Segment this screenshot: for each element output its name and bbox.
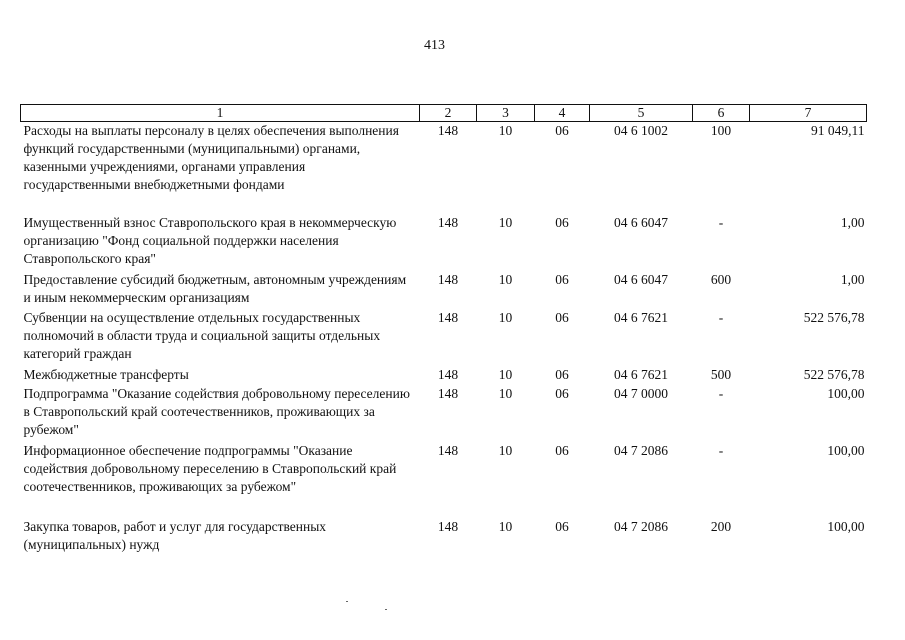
row-col-2: 148	[437, 386, 459, 401]
table-row	[21, 442, 867, 518]
row-col-4: 06	[555, 443, 569, 458]
row-col-4: 06	[555, 272, 569, 287]
table-body	[21, 122, 867, 557]
row-col-2: 148	[437, 123, 459, 138]
row-col-6: -	[718, 215, 724, 230]
row-col-4: 06	[555, 386, 569, 401]
row-name: Предоставление субсидий бюджетным, автономным учреждениям и иным некоммерческим организациям	[23, 272, 407, 305]
row-name: Информационное обеспечение подпрограммы "Оказание содействия добровольному переселению в Ставропольский край соотечественников, проживающих за рубежом"	[23, 443, 397, 494]
row-amount: 100,00	[827, 386, 865, 401]
row-col-3: 10	[498, 367, 513, 382]
row-col-2: 148	[437, 367, 459, 382]
table-row	[21, 518, 867, 556]
row-col-6: 600	[710, 272, 732, 287]
header-col-5: 5	[590, 105, 693, 122]
row-col-4: 06	[555, 215, 569, 230]
row-col-2: 148	[437, 215, 459, 230]
table-row	[21, 214, 867, 271]
scan-speck	[346, 601, 348, 602]
row-name: Имущественный взнос Ставропольского края в некоммерческую организацию "Фонд социальной поддержки населения Ставропольского края"	[23, 215, 397, 266]
row-col-2: 148	[437, 272, 459, 287]
row-col-3: 10	[498, 519, 513, 534]
row-col-6: 100	[710, 123, 732, 138]
row-col-4: 06	[555, 123, 569, 138]
row-col-3: 10	[498, 272, 513, 287]
page-number: 413	[424, 38, 445, 53]
row-amount: 522 576,78	[803, 367, 865, 382]
table-row	[21, 309, 867, 366]
header-row	[21, 105, 867, 122]
table-row	[21, 385, 867, 442]
row-col-3: 10	[498, 215, 513, 230]
row-col-5: 04 6 1002	[614, 123, 668, 138]
header-col-7: 7	[750, 105, 867, 122]
row-col-3: 10	[498, 443, 513, 458]
row-col-6: -	[718, 310, 724, 325]
row-col-6: 200	[710, 519, 732, 534]
row-amount: 100,00	[827, 519, 865, 534]
header-col-1: 1	[21, 105, 420, 122]
table-row	[21, 271, 867, 309]
row-col-3: 10	[498, 123, 513, 138]
row-amount: 1,00	[840, 272, 865, 287]
row-col-4: 06	[555, 367, 569, 382]
row-name: Субвенции на осуществление отдельных государственных полномочий в области труда и социальной защиты отдельных категорий граждан	[23, 310, 381, 361]
row-col-5: 04 7 0000	[614, 386, 668, 401]
header-col-3: 3	[477, 105, 535, 122]
row-amount: 91 049,11	[811, 123, 865, 138]
row-col-3: 10	[498, 386, 513, 401]
row-col-5: 04 7 2086	[614, 519, 668, 534]
row-col-5: 04 7 2086	[614, 443, 668, 458]
row-col-5: 04 6 7621	[614, 310, 668, 325]
row-col-2: 148	[437, 443, 459, 458]
row-col-6: -	[718, 443, 724, 458]
row-col-6: 500	[710, 367, 732, 382]
row-amount: 522 576,78	[803, 310, 865, 325]
budget-table	[20, 104, 867, 556]
row-amount: 100,00	[827, 443, 865, 458]
row-col-5: 04 6 6047	[614, 272, 668, 287]
row-col-4: 06	[555, 310, 569, 325]
header-col-4: 4	[535, 105, 590, 122]
table-row	[21, 366, 867, 385]
row-col-6: -	[718, 386, 724, 401]
header-col-2: 2	[420, 105, 477, 122]
table-row	[21, 122, 867, 215]
row-name: Расходы на выплаты персоналу в целях обеспечения выполнения функций государственными (муниципальными) органами, казенными учреждениями, органами управления государственными внебюджетными фондами	[23, 123, 399, 192]
row-name: Подпрограмма "Оказание содействия добровольному переселению в Ставропольский край соотечественников, проживающих за рубежом"	[23, 386, 410, 437]
row-name: Закупка товаров, работ и услуг для государственных (муниципальных) нужд	[23, 519, 327, 552]
row-col-5: 04 6 7621	[614, 367, 668, 382]
scan-speck	[385, 609, 387, 610]
row-col-2: 148	[437, 310, 459, 325]
header-col-6: 6	[693, 105, 750, 122]
row-amount: 1,00	[840, 215, 865, 230]
row-name: Межбюджетные трансферты	[23, 367, 189, 382]
row-col-2: 148	[437, 519, 459, 534]
row-col-5: 04 6 6047	[614, 215, 668, 230]
table-header	[21, 105, 867, 122]
row-col-3: 10	[498, 310, 513, 325]
row-col-4: 06	[555, 519, 569, 534]
